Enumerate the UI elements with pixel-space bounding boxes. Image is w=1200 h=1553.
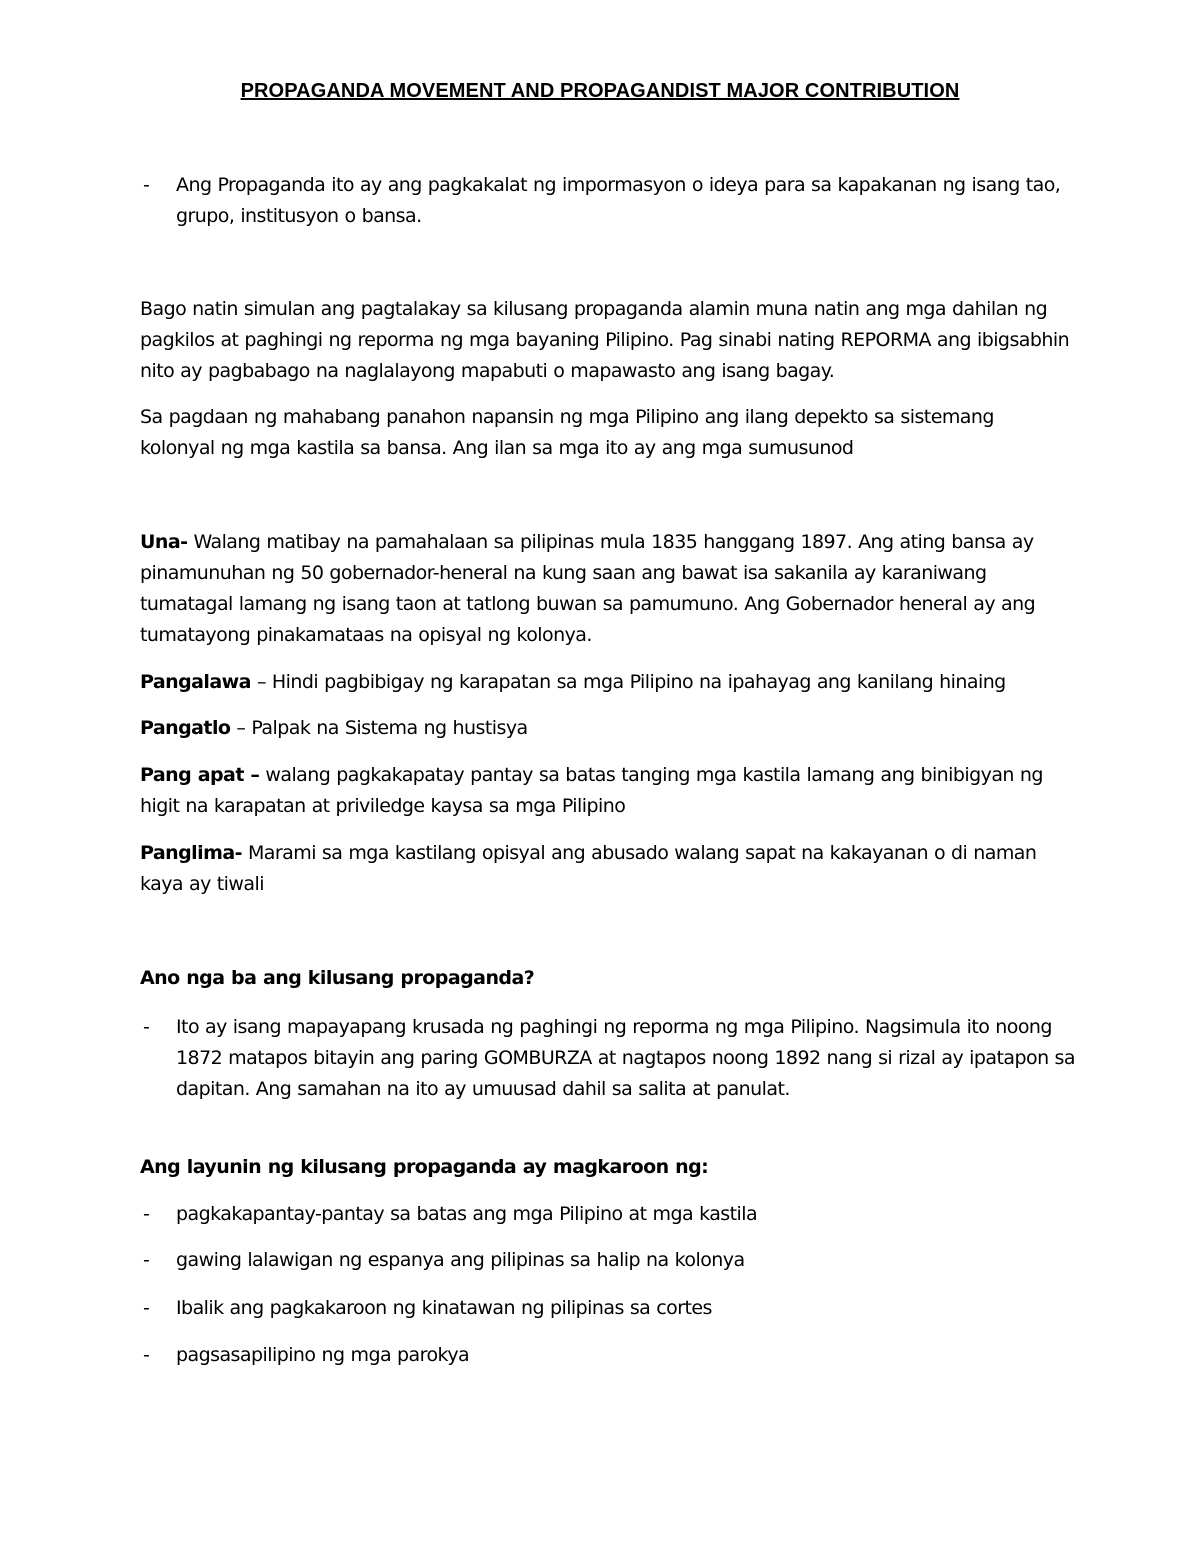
paragraph-reform: Bago natin simulan ang pagtalakay sa kilusang propaganda alamin muna natin ang mga dahilan ng pagkilos at paghingi ng reporma ng mga bayaning Pilipino. Pag sinabi nating REPORMA ang ibigsabhin nito ay pagbabago na naglalayong mapabuti o mapawasto ang isang bagay. — [140, 298, 1070, 382]
paragraph-defects: Sa pagdaan ng mahabang panahon napansin ng mga Pilipino ang ilang depekto sa sistemang kolonyal ng mga kastila sa bansa. Ang ilan sa mga ito ay ang mga sumusunod — [140, 406, 994, 459]
reason-pangatlo — [140, 713, 1070, 744]
reason-text: Walang matibay na pamahalaan sa pilipinas mula 1835 hanggang 1897. Ang ating bansa ay pinamunuhan ng 50 gobernador-heneral na kung saan ang bawat isa sakanila ay karaniwang tumatagal lamang ng isang taon at tatlong buwan sa pamumuno. Ang Gobernador heneral ay ang tumatayong pinakamataas na opisyal ng kolonya. — [140, 531, 1036, 646]
reason-pang-apat — [140, 760, 1070, 822]
goals-heading: Ang layunin ng kilusang propaganda ay magkaroon ng: — [140, 1156, 709, 1178]
goal-text: Ibalik ang pagkakaroon ng kinatawan ng pilipinas sa cortes — [176, 1297, 712, 1319]
reason-label: Una- — [140, 531, 188, 553]
bullet-dash: - — [143, 1016, 150, 1038]
reason-label: Pangalawa — [140, 671, 251, 693]
intro-bullet — [140, 170, 1080, 232]
reason-text: – Hindi pagbibigay ng karapatan sa mga Pilipino na ipahayag ang kanilang hinaing — [250, 671, 1006, 693]
goal-text: pagsasapilipino ng mga parokya — [176, 1344, 470, 1366]
goal-text: pagkakapantay-pantay sa batas ang mga Pilipino at mga kastila — [176, 1203, 758, 1225]
bullet-dash: - — [143, 1297, 150, 1319]
goal-text: gawing lalawigan ng espanya ang pilipinas sa halip na kolonya — [176, 1249, 745, 1271]
bullet-dash: - — [143, 1203, 150, 1225]
bullet-dash: - — [143, 1249, 150, 1271]
reason-label: Pang apat – — [140, 764, 260, 786]
question-heading: Ano nga ba ang kilusang propaganda? — [140, 967, 535, 989]
goal-item — [140, 1293, 1080, 1324]
reason-text: Marami sa mga kastilang opisyal ang abusado walang sapat na kakayanan o di naman kaya ay tiwali — [140, 842, 1037, 895]
bullet-dash: - — [143, 1344, 150, 1366]
goal-item — [140, 1199, 1080, 1230]
answer-bullet-text: Ito ay isang mapayapang krusada ng paghingi ng reporma ng mga Pilipino. Nagsimula ito noong 1872 matapos bitayin ang paring GOMBURZA at nagtapos noong 1892 nang si rizal ay ipatapon sa dapitan. Ang samahan na ito ay umuusad dahil sa salita at panulat. — [176, 1016, 1075, 1100]
document-title: PROPAGANDA MOVEMENT AND PROPAGANDIST MAJOR CONTRIBUTION — [240, 80, 960, 102]
reason-panglima — [140, 838, 1070, 900]
reason-label: Panglima- — [140, 842, 242, 864]
bullet-dash: - — [143, 174, 150, 196]
answer-bullet — [140, 1012, 1080, 1105]
goal-item — [140, 1340, 1080, 1371]
reason-una — [140, 527, 1070, 651]
reason-text: – Palpak na Sistema ng hustisya — [230, 717, 528, 739]
intro-bullet-text: Ang Propaganda ito ay ang pagkakalat ng impormasyon o ideya para sa kapakanan ng isang tao, grupo, institusyon o bansa. — [176, 174, 1061, 227]
reason-text: walang pagkakapatay pantay sa batas tanging mga kastila lamang ang binibigyan ng higit na karapatan at priviledge kaysa sa mga Pilipino — [140, 764, 1043, 817]
reason-pangalawa — [140, 667, 1070, 698]
goal-item — [140, 1245, 1080, 1276]
reason-label: Pangatlo — [140, 717, 231, 739]
